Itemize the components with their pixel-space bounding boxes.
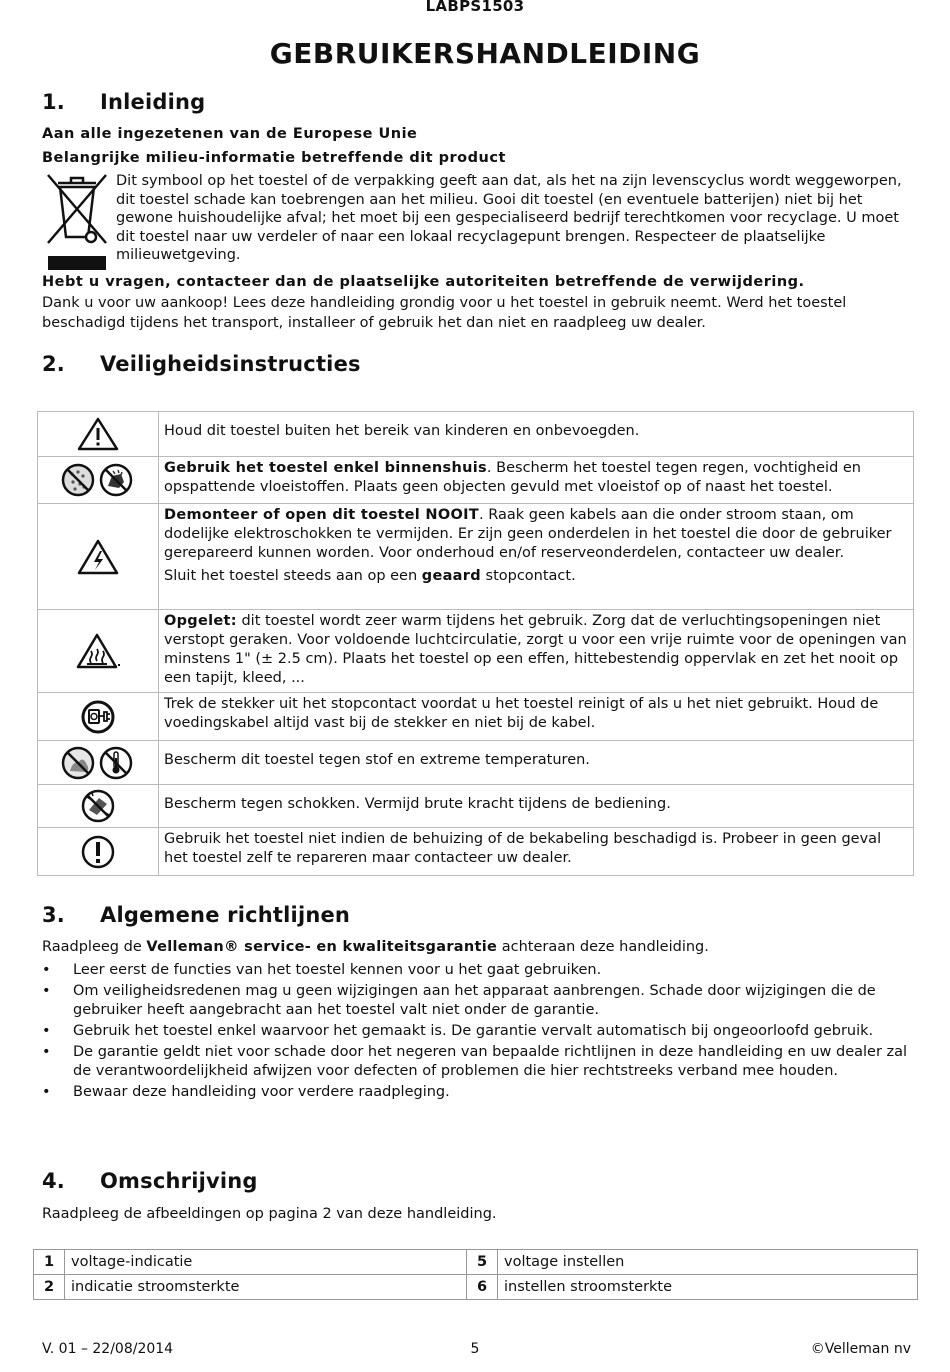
product-code: LABPS1503	[425, 0, 525, 15]
indoor-use-only-icon	[61, 462, 135, 498]
section-4-heading: 4. Omschrijving	[42, 1169, 258, 1193]
section-3-heading: 3. Algemene richtlijnen	[42, 903, 351, 927]
unplug-icon	[80, 699, 116, 735]
safety-icon-cell	[38, 457, 159, 504]
safety-row	[38, 504, 914, 610]
table-row: 1 voltage-indicatie 5 voltage instellen	[34, 1250, 918, 1275]
weee-disposal-text: Dit symbool op het toestel of de verpakking geeft aan dat, als het na zijn levenscyclus wordt weggeworpen, dit toestel schade kan toebrengen aan het milieu. Gooi dit toestel (en eventuele batterijen) niet bij het gewone huishoudelijke afval; het moet bij een gespecialiseerd bedrijf terechtkomen voor recyclage. U moet dit toestel naar uw verdeler of naar een lokaal recyclagepunt brengen. Respecteer de plaatselijke milieuwetgeving.	[116, 173, 902, 264]
safety-row	[38, 828, 914, 876]
safety-icon-cell	[38, 741, 159, 785]
list-item: • Leer eerst de functies van het toestel kennen voor u het gaat gebruiken.	[42, 961, 908, 980]
table-row: 2 indicatie stroomsterkte 6 instellen stroomsterkte	[34, 1275, 918, 1300]
version-date: V. 01 – 22/08/2014	[42, 1341, 174, 1357]
section-1-heading: 1. Inleiding	[42, 90, 206, 114]
safety-icon-cell	[38, 504, 159, 610]
weee-bin-icon	[44, 171, 110, 271]
list-item: • De garantie geldt niet voor schade door het negeren van bepaalde richtlijnen in deze handleiding en uw dealer zal de verantwoordelijkheid afwijzen voor defecten of problemen die hier rechtstreeks verband mee houden.	[42, 1043, 908, 1081]
no-shock-icon	[80, 788, 116, 824]
safety-instructions-table	[37, 411, 914, 876]
eu-residents-subtitle: Aan alle ingezetenen van de Europese Unie	[42, 126, 418, 142]
safety-text: Trek de stekker uit het stopcontact voordat u het toestel reinigt of als u het niet gebruikt. Houd de voedingskabel altijd vast bij de stekker en niet bij de kabel.	[159, 693, 914, 741]
safety-text: Bescherm tegen schokken. Vermijd brute kracht tijdens de bediening.	[159, 785, 914, 828]
safety-text: Demonteer of open dit toestel NOOIT. Raak geen kabels aan die onder stroom staan, om dodelijke elektroschokken te vermijden. Er zijn geen onderdelen in het toestel die door de gebruiker gerepareerd kunnen worden. Voor onderhoud en/of reserveonderdelen, contacteer uw dealer. Sluit het toestel steeds aan op een geaard stopcontact.	[159, 504, 914, 610]
safety-icon-cell	[38, 412, 159, 457]
safety-text: Houd dit toestel buiten het bereik van kinderen en onbevoegden.	[159, 412, 914, 457]
safety-icon-cell	[38, 785, 159, 828]
safety-row	[38, 610, 914, 693]
environment-info-subtitle: Belangrijke milieu-informatie betreffende dit product	[42, 150, 506, 166]
thanks-text: Dank u voor uw aankoop! Lees deze handleiding grondig voor u het toestel in gebruik neemt. Werd het toestel beschadigd tijdens het transport, installeer of gebruik het dan niet en raadpleeg uw dealer.	[42, 295, 847, 331]
safety-text: Gebruik het toestel niet indien de behuizing of de bekabeling beschadigd is. Probeer in geen geval het toestel zelf te repareren maar contacteer uw dealer.	[159, 828, 914, 876]
warning-triangle-icon	[76, 416, 120, 452]
safety-icon-cell	[38, 828, 159, 876]
safety-row	[38, 457, 914, 504]
safety-text: Opgelet: dit toestel wordt zeer warm tijdens het gebruik. Zorg dat de verluchtingsopeningen niet verstopt geraken. Voor voldoende luchtcirculatie, zorgt u voor een vrije ruimte voor de openingen van minstens 1" (± 2.5 cm). Plaats het toestel op een effen, hittebestendig oppervlak en zet het nooit op een tapijt, kleed, ...	[159, 610, 914, 693]
attention-icon	[80, 834, 116, 870]
description-intro-text: Raadpleeg de afbeeldingen op pagina 2 van deze handleiding.	[42, 1206, 497, 1222]
document-title: GEBRUIKERSHANDLEIDING	[269, 37, 701, 70]
electric-shock-warning-icon	[76, 538, 120, 576]
safety-text: Gebruik het toestel enkel binnenshuis. Bescherm het toestel tegen regen, vochtigheid en opspattende vloeistoffen. Plaats geen objecten gevuld met vloeistof op of naast het toestel.	[159, 457, 914, 504]
contact-authorities-text: Hebt u vragen, contacteer dan de plaatselijke autoriteiten betreffende de verwijdering.	[42, 274, 805, 290]
list-item: • Om veiligheidsredenen mag u geen wijzigingen aan het apparaat aanbrengen. Schade door wijzigingen die de gebruiker heeft aangebracht aan het toestel valt niet onder de garantie.	[42, 982, 908, 1020]
list-item: • Gebruik het toestel enkel waarvoor het gemaakt is. De garantie vervalt automatisch bij ongeoorloofd gebruik.	[42, 1022, 908, 1041]
list-item: • Bewaar deze handleiding voor verdere raadpleging.	[42, 1083, 908, 1102]
safety-row	[38, 741, 914, 785]
page-footer	[42, 1341, 911, 1357]
safety-row	[38, 693, 914, 741]
dust-temperature-icon	[61, 745, 135, 781]
safety-text: Bescherm dit toestel tegen stof en extreme temperaturen.	[159, 741, 914, 785]
safety-icon-cell	[38, 610, 159, 693]
page-number: 5	[470, 1341, 480, 1357]
guidelines-list	[42, 961, 908, 1104]
parts-table	[33, 1249, 918, 1300]
safety-row	[38, 412, 914, 457]
safety-row	[38, 785, 914, 828]
section-2-heading: 2. Veiligheidsinstructies	[42, 352, 361, 376]
safety-icon-cell	[38, 693, 159, 741]
warranty-reference-text: Raadpleeg de Velleman® service- en kwaliteitsgarantie achteraan deze handleiding.	[42, 939, 709, 955]
copyright: ©Velleman nv	[810, 1341, 911, 1357]
hot-surface-warning-icon	[75, 632, 121, 670]
